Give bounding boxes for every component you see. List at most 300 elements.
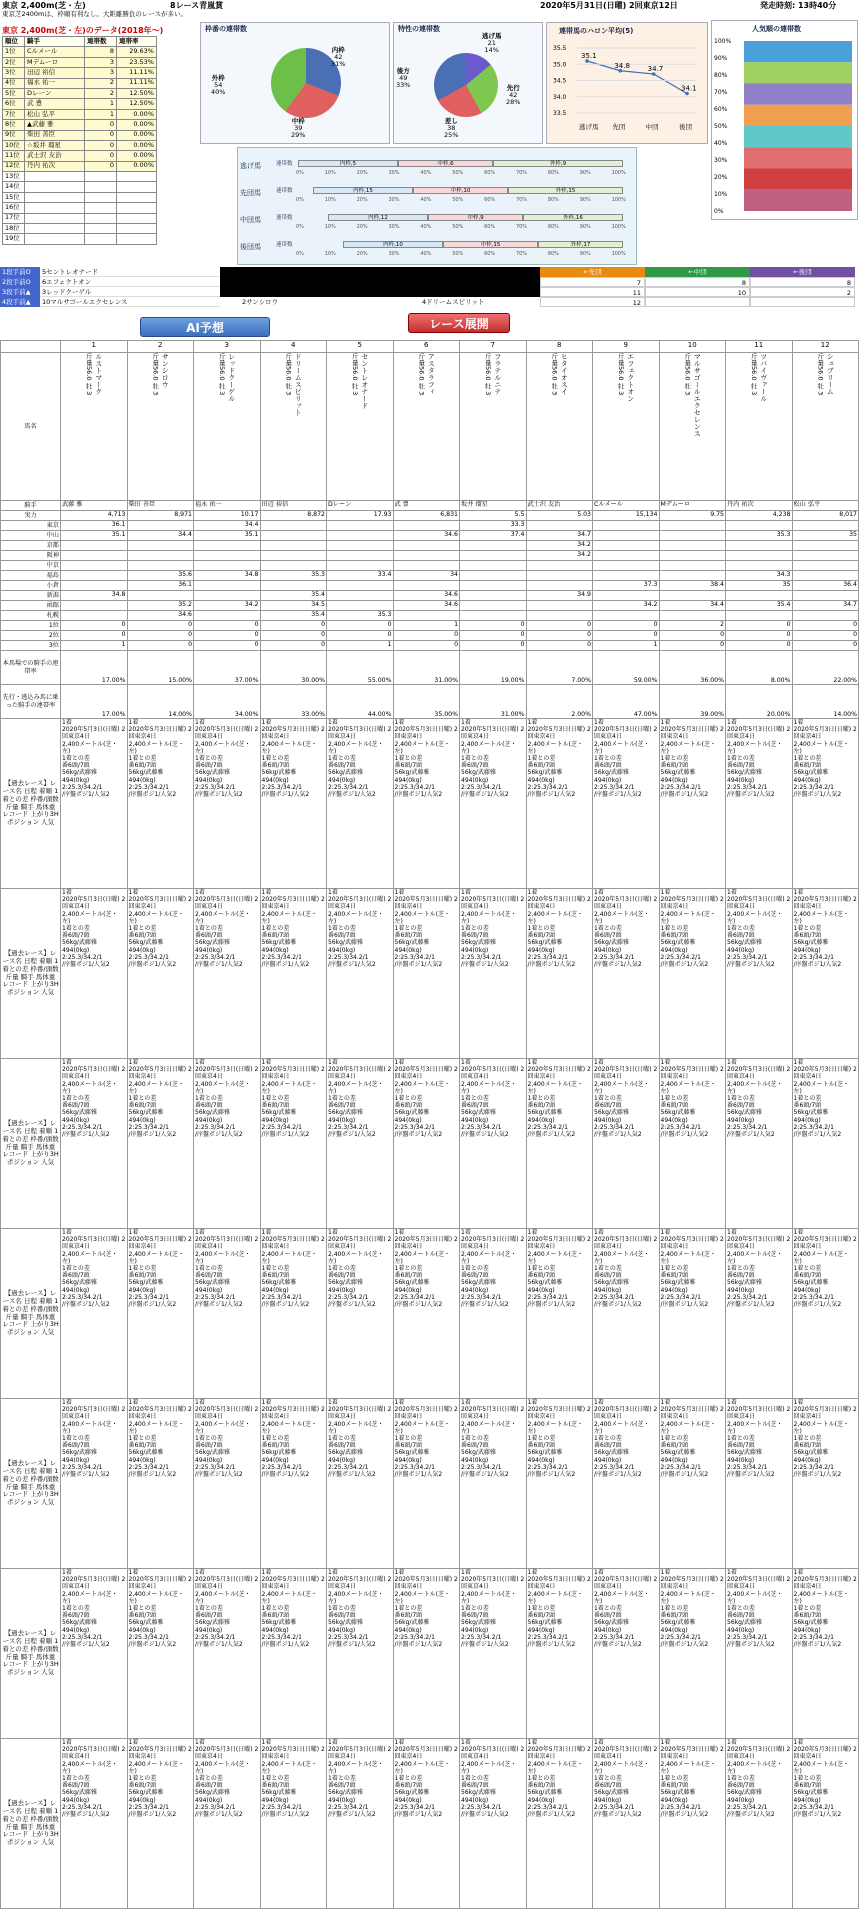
past-race-cell[interactable]: 1着 2020年5月3日(日曜) 2回東京4日 2,400メートル(芝・左) 1着との差 番6頭/7頭 56kg/武藤雅 494(0kg) 2:25.3/34.2/1 /序盤ポジ1/人気2	[194, 889, 261, 1059]
halon-cell: 34	[393, 571, 460, 581]
closing-rate: 31.00%	[460, 685, 527, 719]
jockey-header-cell: 順位	[3, 37, 25, 47]
past-race-cell[interactable]: 1着 2020年5月3日(日曜) 2回東京4日 2,400メートル(芝・左) 1着との差 番6頭/7頭 56kg/武藤雅 494(0kg) 2:25.3/34.2/1 /序盤ポジ1/人気2	[127, 1399, 194, 1569]
placing-cell: 0	[526, 621, 593, 631]
halon-cell	[327, 531, 394, 541]
past-race-cell[interactable]: 1着 2020年5月3日(日曜) 2回東京4日 2,400メートル(芝・左) 1着との差 番6頭/7頭 56kg/武藤雅 494(0kg) 2:25.3/34.2/1 /序盤ポジ1/人気2	[593, 1229, 660, 1399]
jockey-cell: 12.50%	[117, 99, 157, 109]
horse-number: 11	[726, 341, 793, 353]
closing-rate: 33.00%	[260, 685, 327, 719]
horse-name: エフェクトオン	[626, 353, 635, 402]
halon-cell: 34.4	[194, 521, 261, 531]
course-title: 東京 2,400m(芝・左)	[2, 1, 86, 10]
halon-cell	[792, 591, 859, 601]
jockey-cell: 23.53%	[117, 57, 157, 67]
bar-tick: 30%	[388, 170, 400, 176]
ai-prediction-button[interactable]: AI予想	[140, 317, 270, 337]
bar-tick: 100%	[611, 170, 626, 176]
past-race-cell[interactable]: 1着 2020年5月3日(日曜) 2回東京4日 2,400メートル(芝・左) 1着との差 番6頭/7頭 56kg/武藤雅 494(0kg) 2:25.3/34.2/1 /序盤ポジ1/人気2	[260, 1059, 327, 1229]
race-development-button[interactable]: レース展開	[408, 313, 510, 333]
bar-outer: 外枠,9	[493, 160, 623, 167]
past-race-label: 【過去レース】レース名 日程 着順 1着との差 枠番/頭数 斤量 騎手 馬体重 レコード 上がり3H ポジション 人気	[1, 1569, 61, 1739]
past-race-cell[interactable]: 1着 2020年5月3日(日曜) 2回東京4日 2,400メートル(芝・左) 1着との差 番6頭/7頭 56kg/武藤雅 494(0kg) 2:25.3/34.2/1 /序盤ポジ1/人気2	[327, 1739, 394, 1909]
past-race-cell[interactable]: 1着 2020年5月3日(日曜) 2回東京4日 2,400メートル(芝・左) 1着との差 番6頭/7頭 56kg/武藤雅 494(0kg) 2:25.3/34.2/1 /序盤ポジ1/人気2	[327, 1059, 394, 1229]
horse-number: 1	[61, 341, 128, 353]
past-race-cell[interactable]: 1着 2020年5月3日(日曜) 2回東京4日 2,400メートル(芝・左) 1着との差 番6頭/7頭 56kg/武藤雅 494(0kg) 2:25.3/34.2/1 /序盤ポジ1/人気2	[61, 1059, 128, 1229]
past-race-cell[interactable]: 1着 2020年5月3日(日曜) 2回東京4日 2,400メートル(芝・左) 1着との差 番6頭/7頭 56kg/武藤雅 494(0kg) 2:25.3/34.2/1 /序盤ポジ1/人気2	[659, 1739, 726, 1909]
closing-rate: 34.00%	[194, 685, 261, 719]
past-race-cell[interactable]: 1着 2020年5月3日(日曜) 2回東京4日 2,400メートル(芝・左) 1着との差 番6頭/7頭 56kg/武藤雅 494(0kg) 2:25.3/34.2/1 /序盤ポジ1/人気2	[194, 1739, 261, 1909]
position-grid-head: ←先団	[540, 267, 645, 277]
halon-cell	[726, 561, 793, 571]
placing-cell: 0	[726, 621, 793, 631]
horse-name-cell[interactable]	[327, 353, 394, 501]
past-race-cell[interactable]: 1着 2020年5月3日(日曜) 2回東京4日 2,400メートル(芝・左) 1着との差 番6頭/7頭 56kg/武藤雅 494(0kg) 2:25.3/34.2/1 /序盤ポジ1/人気2	[327, 1229, 394, 1399]
past-race-cell[interactable]: 1着 2020年5月3日(日曜) 2回東京4日 2,400メートル(芝・左) 1着との差 番6頭/7頭 56kg/武藤雅 494(0kg) 2:25.3/34.2/1 /序盤ポジ1/人気2	[127, 1229, 194, 1399]
jockey-row	[3, 120, 157, 130]
halon-cell	[327, 591, 394, 601]
past-race-cell[interactable]: 1着 2020年5月3日(日曜) 2回東京4日 2,400メートル(芝・左) 1着との差 番6頭/7頭 56kg/武藤雅 494(0kg) 2:25.3/34.2/1 /序盤ポジ1/人気2	[593, 1739, 660, 1909]
placing-cell: 1	[593, 641, 660, 651]
bar-tick: 100%	[611, 197, 626, 203]
jockey-cell	[85, 234, 117, 244]
past-race-cell[interactable]: 1着 2020年5月3日(日曜) 2回東京4日 2,400メートル(芝・左) 1着との差 番6頭/7頭 56kg/武藤雅 494(0kg) 2:25.3/34.2/1 /序盤ポジ1/人気2	[61, 719, 128, 889]
jockey-cell: 0.00%	[117, 140, 157, 150]
horse-name-wrap	[395, 353, 459, 493]
past-race-cell[interactable]: 1着 2020年5月3日(日曜) 2回東京4日 2,400メートル(芝・左) 1着との差 番6頭/7頭 56kg/武藤雅 494(0kg) 2:25.3/34.2/1 /序盤ポジ1/人気2	[260, 1399, 327, 1569]
position-blackout	[220, 267, 540, 297]
course-row	[1, 601, 859, 611]
past-race-cell[interactable]: 1着 2020年5月3日(日曜) 2回東京4日 2,400メートル(芝・左) 1着との差 番6頭/7頭 56kg/武藤雅 494(0kg) 2:25.3/34.2/1 /序盤ポジ1/人気2	[526, 1229, 593, 1399]
halon-cell: 35.3	[327, 611, 394, 621]
halon-cell: 35.4	[260, 611, 327, 621]
halon-cell: 33.4	[327, 571, 394, 581]
past-race-cell[interactable]: 1着 2020年5月3日(日曜) 2回東京4日 2,400メートル(芝・左) 1着との差 番6頭/7頭 56kg/武藤雅 494(0kg) 2:25.3/34.2/1 /序盤ポジ1/人気2	[526, 1399, 593, 1569]
past-race-cell[interactable]: 1着 2020年5月3日(日曜) 2回東京4日 2,400メートル(芝・左) 1着との差 番6頭/7頭 56kg/武藤雅 494(0kg) 2:25.3/34.2/1 /序盤ポジ1/人気2	[659, 1399, 726, 1569]
jockey-cell	[25, 224, 85, 234]
past-race-cell[interactable]: 1着 2020年5月3日(日曜) 2回東京4日 2,400メートル(芝・左) 1着との差 番6頭/7頭 56kg/武藤雅 494(0kg) 2:25.3/34.2/1 /序盤ポジ1/人気2	[726, 719, 793, 889]
halon-cell	[260, 531, 327, 541]
bar-tick: 0%	[296, 170, 304, 176]
horse-name-wrap	[727, 353, 791, 493]
past-race-cell[interactable]: 1着 2020年5月3日(日曜) 2回東京4日 2,400メートル(芝・左) 1着との差 番6頭/7頭 56kg/武藤雅 494(0kg) 2:25.3/34.2/1 /序盤ポジ1/人気2	[260, 719, 327, 889]
jockey-cell: ☆坂井 瑠星	[25, 140, 85, 150]
halon-category-label: 中団	[645, 123, 659, 131]
horse-number-row	[1, 341, 859, 353]
horse-name-wrap	[195, 353, 259, 493]
past-race-label: 【過去レース】レース名 日程 着順 1着との差 枠番/頭数 斤量 騎手 馬体重 レコード 上がり3H ポジション 人気	[1, 1739, 61, 1909]
horse-name-wrap	[794, 353, 858, 493]
course-label: 阪神	[1, 551, 61, 561]
halon-cell	[61, 571, 128, 581]
jockey-cell: 3位	[3, 68, 25, 78]
bar-row-label: 逃げ馬	[240, 162, 261, 170]
placing-cell: 0	[659, 641, 726, 651]
course-label: 小倉	[1, 581, 61, 591]
past-race-cell[interactable]: 1着 2020年5月3日(日曜) 2回東京4日 2,400メートル(芝・左) 1着との差 番6頭/7頭 56kg/武藤雅 494(0kg) 2:25.3/34.2/1 /序盤ポジ1/人気2	[327, 719, 394, 889]
horse-name: セントレオナード	[360, 353, 369, 409]
jockey-cell	[25, 182, 85, 192]
frame-pie-label-1: 内枠 42 31%	[331, 46, 346, 69]
jockey-cell: 9位	[3, 130, 25, 140]
position-grid-cell	[645, 297, 750, 307]
halon-cell	[194, 611, 261, 621]
past-race-row	[1, 889, 859, 1059]
jockey-row	[3, 78, 157, 88]
jockey-cell: ▲武藤 雅	[25, 120, 85, 130]
horse-name-cell[interactable]	[61, 353, 128, 501]
bar-outer: 外枠,15	[508, 187, 623, 194]
halon-cell	[526, 521, 593, 531]
position-extra-1: 2サンシロウ	[242, 298, 279, 306]
past-race-cell[interactable]: 1着 2020年5月3日(日曜) 2回東京4日 2,400メートル(芝・左) 1着との差 番6頭/7頭 56kg/武藤雅 494(0kg) 2:25.3/34.2/1 /序盤ポジ1/人気2	[593, 1399, 660, 1569]
past-race-cell[interactable]: 1着 2020年5月3日(日曜) 2回東京4日 2,400メートル(芝・左) 1着との差 番6頭/7頭 56kg/武藤雅 494(0kg) 2:25.3/34.2/1 /序盤ポジ1/人気2	[260, 889, 327, 1059]
placing-cell: 0	[659, 631, 726, 641]
bar-ticks	[296, 197, 626, 203]
halon-cell	[659, 521, 726, 531]
past-race-cell[interactable]: 1着 2020年5月3日(日曜) 2回東京4日 2,400メートル(芝・左) 1着との差 番6頭/7頭 56kg/武藤雅 494(0kg) 2:25.3/34.2/1 /序盤ポジ1/人気2	[61, 1229, 128, 1399]
past-race-cell[interactable]: 1着 2020年5月3日(日曜) 2回東京4日 2,400メートル(芝・左) 1着との差 番6頭/7頭 56kg/武藤雅 494(0kg) 2:25.3/34.2/1 /序盤ポジ1/人気2	[726, 1059, 793, 1229]
jockey-header-cell: 騎手	[25, 37, 85, 47]
past-race-cell[interactable]: 1着 2020年5月3日(日曜) 2回東京4日 2,400メートル(芝・左) 1着との差 番6頭/7頭 56kg/武藤雅 494(0kg) 2:25.3/34.2/1 /序盤ポジ1/人気2	[593, 719, 660, 889]
position-row-label: 3段手前▲	[0, 287, 40, 297]
jockey-cell	[25, 234, 85, 244]
horse-name-cell[interactable]	[460, 353, 527, 501]
past-race-cell[interactable]: 1着 2020年5月3日(日曜) 2回東京4日 2,400メートル(芝・左) 1着との差 番6頭/7頭 56kg/武藤雅 494(0kg) 2:25.3/34.2/1 /序盤ポジ1/人気2	[792, 719, 859, 889]
past-race-cell[interactable]: 1着 2020年5月3日(日曜) 2回東京4日 2,400メートル(芝・左) 1着との差 番6頭/7頭 56kg/武藤雅 494(0kg) 2:25.3/34.2/1 /序盤ポジ1/人気2	[593, 1569, 660, 1739]
past-race-cell[interactable]: 1着 2020年5月3日(日曜) 2回東京4日 2,400メートル(芝・左) 1着との差 番6頭/7頭 56kg/武藤雅 494(0kg) 2:25.3/34.2/1 /序盤ポジ1/人気2	[460, 1229, 527, 1399]
horse-name-cell[interactable]	[659, 353, 726, 501]
halon-cell	[593, 571, 660, 581]
past-race-cell[interactable]: 1着 2020年5月3日(日曜) 2回東京4日 2,400メートル(芝・左) 1着との差 番6頭/7頭 56kg/武藤雅 494(0kg) 2:25.3/34.2/1 /序盤ポジ1/人気2	[792, 1569, 859, 1739]
bar-tick: 20%	[356, 251, 368, 257]
closing-rate-label: 先行・逃込み馬に乗った騎手の連帯率	[1, 685, 61, 719]
popularity-segment	[744, 169, 852, 190]
past-race-cell[interactable]: 1着 2020年5月3日(日曜) 2回東京4日 2,400メートル(芝・左) 1着との差 番6頭/7頭 56kg/武藤雅 494(0kg) 2:25.3/34.2/1 /序盤ポジ1/人気2	[194, 1399, 261, 1569]
bar-tick: 70%	[515, 224, 528, 230]
bar-middle: 中枠,15	[443, 241, 538, 248]
jockey-cell: 0	[85, 151, 117, 161]
position-grid-cell: 8	[750, 277, 855, 287]
halon-cell: 34.2	[593, 601, 660, 611]
past-race-cell[interactable]: 1着 2020年5月3日(日曜) 2回東京4日 2,400メートル(芝・左) 1着との差 番6頭/7頭 56kg/武藤雅 494(0kg) 2:25.3/34.2/1 /序盤ポジ1/人気2	[460, 1569, 527, 1739]
jockey-row	[3, 192, 157, 202]
bar-tick: 70%	[515, 251, 528, 257]
popularity-segment	[744, 147, 852, 168]
placing-cell: 0	[726, 631, 793, 641]
halon-cell: 34.6	[393, 531, 460, 541]
jockey-cell: 柴田 善臣	[25, 130, 85, 140]
jockey-row	[3, 151, 157, 161]
halon-chart-panel	[546, 22, 708, 144]
bar-row-label: 後団馬	[240, 243, 261, 251]
past-race-cell[interactable]: 1着 2020年5月3日(日曜) 2回東京4日 2,400メートル(芝・左) 1着との差 番6頭/7頭 56kg/武藤雅 494(0kg) 2:25.3/34.2/1 /序盤ポジ1/人気2	[194, 719, 261, 889]
horse-jockey: Mデムーロ	[659, 501, 726, 511]
past-race-cell[interactable]: 1着 2020年5月3日(日曜) 2回東京4日 2,400メートル(芝・左) 1着との差 番6頭/7頭 56kg/武藤雅 494(0kg) 2:25.3/34.2/1 /序盤ポジ1/人気2	[127, 719, 194, 889]
jockey-cell	[85, 224, 117, 234]
halon-cell	[327, 561, 394, 571]
halon-tick: 33.5	[553, 110, 567, 117]
past-race-cell[interactable]: 1着 2020年5月3日(日曜) 2回東京4日 2,400メートル(芝・左) 1着との差 番6頭/7頭 56kg/武藤雅 494(0kg) 2:25.3/34.2/1 /序盤ポジ1/人気2	[61, 889, 128, 1059]
halon-cell: 34.7	[526, 531, 593, 541]
horse-name-cell[interactable]	[194, 353, 261, 501]
halon-cell: 34.6	[127, 611, 194, 621]
past-race-cell[interactable]: 1着 2020年5月3日(日曜) 2回東京4日 2,400メートル(芝・左) 1着との差 番6頭/7頭 56kg/武藤雅 494(0kg) 2:25.3/34.2/1 /序盤ポジ1/人気2	[61, 1739, 128, 1909]
jockey-cell: 8	[85, 47, 117, 57]
bar-tick: 40%	[420, 251, 432, 257]
past-race-cell[interactable]: 1着 2020年5月3日(日曜) 2回東京4日 2,400メートル(芝・左) 1着との差 番6頭/7頭 56kg/武藤雅 494(0kg) 2:25.3/34.2/1 /序盤ポジ1/人気2	[460, 1399, 527, 1569]
halon-cell: 35.3	[260, 571, 327, 581]
past-race-cell[interactable]: 1着 2020年5月3日(日曜) 2回東京4日 2,400メートル(芝・左) 1着との差 番6頭/7頭 56kg/武藤雅 494(0kg) 2:25.3/34.2/1 /序盤ポジ1/人気2	[127, 889, 194, 1059]
past-race-cell[interactable]: 1着 2020年5月3日(日曜) 2回東京4日 2,400メートル(芝・左) 1着との差 番6頭/7頭 56kg/武藤雅 494(0kg) 2:25.3/34.2/1 /序盤ポジ1/人気2	[792, 1739, 859, 1909]
jockey-cell: Dレーン	[25, 88, 85, 98]
jockey-cell: 0	[85, 130, 117, 140]
bar-tick: 40%	[420, 224, 432, 230]
jockey-cell	[85, 182, 117, 192]
halon-cell: 34.7	[792, 601, 859, 611]
bar-tick: 80%	[547, 197, 559, 203]
past-race-cell[interactable]: 1着 2020年5月3日(日曜) 2回東京4日 2,400メートル(芝・左) 1着との差 番6頭/7頭 56kg/武藤雅 494(0kg) 2:25.3/34.2/1 /序盤ポジ1/人気2	[327, 1399, 394, 1569]
frame-pie-label-2: 外枠 54 40%	[211, 74, 226, 97]
jockey-cell: 0.00%	[117, 109, 157, 119]
bar-tick: 20%	[356, 170, 368, 176]
jockey-cell	[117, 172, 157, 182]
jockey-cell	[85, 203, 117, 213]
past-race-cell[interactable]: 1着 2020年5月3日(日曜) 2回東京4日 2,400メートル(芝・左) 1着との差 番6頭/7頭 56kg/武藤雅 494(0kg) 2:25.3/34.2/1 /序盤ポジ1/人気2	[792, 1229, 859, 1399]
jockey-cell: 7位	[3, 109, 25, 119]
jockey-rate: 55.00%	[327, 651, 394, 685]
halon-cell	[61, 541, 128, 551]
past-race-cell[interactable]: 1着 2020年5月3日(日曜) 2回東京4日 2,400メートル(芝・左) 1着との差 番6頭/7頭 56kg/武藤雅 494(0kg) 2:25.3/34.2/1 /序盤ポジ1/人気2	[393, 1739, 460, 1909]
past-race-row	[1, 719, 859, 889]
bar-tick: 20%	[356, 197, 368, 203]
horse-jockey: 丹内 祐次	[726, 501, 793, 511]
past-race-cell[interactable]: 1着 2020年5月3日(日曜) 2回東京4日 2,400メートル(芝・左) 1着との差 番6頭/7頭 56kg/武藤雅 494(0kg) 2:25.3/34.2/1 /序盤ポジ1/人気2	[726, 1399, 793, 1569]
past-race-cell[interactable]: 1着 2020年5月3日(日曜) 2回東京4日 2,400メートル(芝・左) 1着との差 番6頭/7頭 56kg/武藤雅 494(0kg) 2:25.3/34.2/1 /序盤ポジ1/人気2	[61, 1399, 128, 1569]
past-race-cell[interactable]: 1着 2020年5月3日(日曜) 2回東京4日 2,400メートル(芝・左) 1着との差 番6頭/7頭 56kg/武藤雅 494(0kg) 2:25.3/34.2/1 /序盤ポジ1/人気2	[194, 1229, 261, 1399]
jockey-row	[3, 161, 157, 171]
bar-tick: 30%	[388, 251, 400, 257]
past-race-cell[interactable]: 1着 2020年5月3日(日曜) 2回東京4日 2,400メートル(芝・左) 1着との差 番6頭/7頭 56kg/武藤雅 494(0kg) 2:25.3/34.2/1 /序盤ポジ1/人気2	[327, 889, 394, 1059]
past-race-cell[interactable]: 1着 2020年5月3日(日曜) 2回東京4日 2,400メートル(芝・左) 1着との差 番6頭/7頭 56kg/武藤雅 494(0kg) 2:25.3/34.2/1 /序盤ポジ1/人気2	[127, 1059, 194, 1229]
horse-attr: 斤量56.0 牡 3	[616, 353, 625, 396]
course-label: 札幌	[1, 611, 61, 621]
placing-label: 1位	[1, 621, 61, 631]
halon-cell	[659, 541, 726, 551]
halon-cell: 37.4	[460, 531, 527, 541]
bar-tick: 20%	[356, 224, 368, 230]
halon-cell	[593, 551, 660, 561]
course-note: 東京芝2400mは、枠順有利なし。大距離勝負のレースが多い。	[2, 10, 188, 18]
horse-name-cell[interactable]	[127, 353, 194, 501]
past-race-row	[1, 1229, 859, 1399]
halon-cell	[792, 611, 859, 621]
past-race-cell[interactable]: 1着 2020年5月3日(日曜) 2回東京4日 2,400メートル(芝・左) 1着との差 番6頭/7頭 56kg/武藤雅 494(0kg) 2:25.3/34.2/1 /序盤ポジ1/人気2	[526, 719, 593, 889]
past-race-label: 【過去レース】レース名 日程 着順 1着との差 枠番/頭数 斤量 騎手 馬体重 レコード 上がり3H ポジション 人気	[1, 1059, 61, 1229]
past-race-cell[interactable]: 1着 2020年5月3日(日曜) 2回東京4日 2,400メートル(芝・左) 1着との差 番6頭/7頭 56kg/武藤雅 494(0kg) 2:25.3/34.2/1 /序盤ポジ1/人気2	[393, 1229, 460, 1399]
bar-tick: 10%	[324, 170, 336, 176]
halon-cell: 33.3	[460, 521, 527, 531]
past-race-cell[interactable]: 1着 2020年5月3日(日曜) 2回東京4日 2,400メートル(芝・左) 1着との差 番6頭/7頭 56kg/武藤雅 494(0kg) 2:25.3/34.2/1 /序盤ポジ1/人気2	[593, 1059, 660, 1229]
past-race-cell[interactable]: 1着 2020年5月3日(日曜) 2回東京4日 2,400メートル(芝・左) 1着との差 番6頭/7頭 56kg/武藤雅 494(0kg) 2:25.3/34.2/1 /序盤ポジ1/人気2	[460, 1739, 527, 1909]
past-race-cell[interactable]: 1着 2020年5月3日(日曜) 2回東京4日 2,400メートル(芝・左) 1着との差 番6頭/7頭 56kg/武藤雅 494(0kg) 2:25.3/34.2/1 /序盤ポジ1/人気2	[792, 1399, 859, 1569]
horse-name: ドリームスピリット	[294, 353, 303, 416]
horse-name-cell[interactable]	[393, 353, 460, 501]
power-label: 実力	[1, 511, 61, 521]
halon-cell	[393, 551, 460, 561]
horse-jockey: 武藤 雅	[61, 501, 128, 511]
bar-tick: 40%	[420, 197, 432, 203]
placing-cell: 0	[792, 621, 859, 631]
position-row-value: 10マルサゴールエクセレンス	[40, 297, 220, 307]
past-race-cell[interactable]: 1着 2020年5月3日(日曜) 2回東京4日 2,400メートル(芝・左) 1着との差 番6頭/7頭 56kg/武藤雅 494(0kg) 2:25.3/34.2/1 /序盤ポジ1/人気2	[260, 1569, 327, 1739]
past-race-cell[interactable]: 1着 2020年5月3日(日曜) 2回東京4日 2,400メートル(芝・左) 1着との差 番6頭/7頭 56kg/武藤雅 494(0kg) 2:25.3/34.2/1 /序盤ポジ1/人気2	[659, 1229, 726, 1399]
bar-tick: 90%	[579, 251, 591, 257]
past-race-cell[interactable]: 1着 2020年5月3日(日曜) 2回東京4日 2,400メートル(芝・左) 1着との差 番6頭/7頭 56kg/武藤雅 494(0kg) 2:25.3/34.2/1 /序盤ポジ1/人気2	[127, 1739, 194, 1909]
style-pie-title: 特性の連帯数	[398, 25, 440, 33]
popularity-tick: 90%	[714, 55, 728, 62]
jockey-row	[3, 99, 157, 109]
popularity-segment	[744, 84, 852, 105]
past-race-cell[interactable]: 1着 2020年5月3日(日曜) 2回東京4日 2,400メートル(芝・左) 1着との差 番6頭/7頭 56kg/武藤雅 494(0kg) 2:25.3/34.2/1 /序盤ポジ1/人気2	[726, 889, 793, 1059]
course-row	[1, 581, 859, 591]
jockey-cell	[117, 234, 157, 244]
halon-cell	[460, 581, 527, 591]
jockey-cell: 2	[85, 78, 117, 88]
past-race-cell[interactable]: 1着 2020年5月3日(日曜) 2回東京4日 2,400メートル(芝・左) 1着との差 番6頭/7頭 56kg/武藤雅 494(0kg) 2:25.3/34.2/1 /序盤ポジ1/人気2	[260, 1739, 327, 1909]
placing-cell: 0	[526, 641, 593, 651]
jockey-rate: 15.00%	[127, 651, 194, 685]
bar-outer: 外枠,16	[523, 214, 623, 221]
past-race-cell[interactable]: 1着 2020年5月3日(日曜) 2回東京4日 2,400メートル(芝・左) 1着との差 番6頭/7頭 56kg/武藤雅 494(0kg) 2:25.3/34.2/1 /序盤ポジ1/人気2	[659, 719, 726, 889]
past-race-cell[interactable]: 1着 2020年5月3日(日曜) 2回東京4日 2,400メートル(芝・左) 1着との差 番6頭/7頭 56kg/武藤雅 494(0kg) 2:25.3/34.2/1 /序盤ポジ1/人気2	[460, 889, 527, 1059]
past-race-cell[interactable]: 1着 2020年5月3日(日曜) 2回東京4日 2,400メートル(芝・左) 1着との差 番6頭/7頭 56kg/武藤雅 494(0kg) 2:25.3/34.2/1 /序盤ポジ1/人気2	[726, 1229, 793, 1399]
halon-cell	[194, 551, 261, 561]
halon-cell	[127, 591, 194, 601]
position-row-label: 4段手前▲	[0, 297, 40, 307]
placing-cell: 0	[260, 641, 327, 651]
jockey-cell: 0.00%	[117, 151, 157, 161]
past-race-cell[interactable]: 1着 2020年5月3日(日曜) 2回東京4日 2,400メートル(芝・左) 1着との差 番6頭/7頭 56kg/武藤雅 494(0kg) 2:25.3/34.2/1 /序盤ポジ1/人気2	[526, 1739, 593, 1909]
past-race-cell[interactable]: 1着 2020年5月3日(日曜) 2回東京4日 2,400メートル(芝・左) 1着との差 番6頭/7頭 56kg/武藤雅 494(0kg) 2:25.3/34.2/1 /序盤ポジ1/人気2	[393, 1399, 460, 1569]
jockey-cell: 2位	[3, 57, 25, 67]
past-race-cell[interactable]: 1着 2020年5月3日(日曜) 2回東京4日 2,400メートル(芝・左) 1着との差 番6頭/7頭 56kg/武藤雅 494(0kg) 2:25.3/34.2/1 /序盤ポジ1/人気2	[659, 1059, 726, 1229]
jockey-cell: 1	[85, 109, 117, 119]
past-race-cell[interactable]: 1着 2020年5月3日(日曜) 2回東京4日 2,400メートル(芝・左) 1着との差 番6頭/7頭 56kg/武藤雅 494(0kg) 2:25.3/34.2/1 /序盤ポジ1/人気2	[792, 1059, 859, 1229]
past-race-cell[interactable]: 1着 2020年5月3日(日曜) 2回東京4日 2,400メートル(芝・左) 1着との差 番6頭/7頭 56kg/武藤雅 494(0kg) 2:25.3/34.2/1 /序盤ポジ1/人気2	[526, 1569, 593, 1739]
course-row	[1, 591, 859, 601]
course-label: 函館	[1, 601, 61, 611]
placing-cell: 1	[61, 641, 128, 651]
past-race-cell[interactable]: 1着 2020年5月3日(日曜) 2回東京4日 2,400メートル(芝・左) 1着との差 番6頭/7頭 56kg/武藤雅 494(0kg) 2:25.3/34.2/1 /序盤ポジ1/人気2	[194, 1569, 261, 1739]
closing-rate: 2.00%	[526, 685, 593, 719]
past-race-cell[interactable]: 1着 2020年5月3日(日曜) 2回東京4日 2,400メートル(芝・左) 1着との差 番6頭/7頭 56kg/武藤雅 494(0kg) 2:25.3/34.2/1 /序盤ポジ1/人気2	[726, 1739, 793, 1909]
jockey-rate: 31.00%	[393, 651, 460, 685]
bar-inner: 内枠,10	[343, 241, 443, 248]
past-race-cell[interactable]: 1着 2020年5月3日(日曜) 2回東京4日 2,400メートル(芝・左) 1着との差 番6頭/7頭 56kg/武藤雅 494(0kg) 2:25.3/34.2/1 /序盤ポジ1/人気2	[593, 889, 660, 1059]
jockey-cell	[117, 213, 157, 223]
past-race-cell[interactable]: 1着 2020年5月3日(日曜) 2回東京4日 2,400メートル(芝・左) 1着との差 番6頭/7頭 56kg/武藤雅 494(0kg) 2:25.3/34.2/1 /序盤ポジ1/人気2	[260, 1229, 327, 1399]
placing-cell: 0	[127, 641, 194, 651]
jockey-cell: 福永 祐一	[25, 78, 85, 88]
jockey-rate: 7.00%	[526, 651, 593, 685]
horse-name-cell[interactable]	[726, 353, 793, 501]
past-race-cell[interactable]: 1着 2020年5月3日(日曜) 2回東京4日 2,400メートル(芝・左) 1着との差 番6頭/7頭 56kg/武藤雅 494(0kg) 2:25.3/34.2/1 /序盤ポジ1/人気2	[327, 1569, 394, 1739]
past-race-cell[interactable]: 1着 2020年5月3日(日曜) 2回東京4日 2,400メートル(芝・左) 1着との差 番6頭/7頭 56kg/武藤雅 494(0kg) 2:25.3/34.2/1 /序盤ポジ1/人気2	[726, 1569, 793, 1739]
halon-cell	[61, 551, 128, 561]
jockey-rate: 22.00%	[792, 651, 859, 685]
horse-power: 17.93	[327, 511, 394, 521]
horse-attr: 斤量56.0 牡 3	[284, 353, 293, 396]
placing-cell: 0	[260, 621, 327, 631]
bar-inner: 内枠,15	[313, 187, 413, 194]
past-race-cell[interactable]: 1着 2020年5月3日(日曜) 2回東京4日 2,400メートル(芝・左) 1着との差 番6頭/7頭 56kg/武藤雅 494(0kg) 2:25.3/34.2/1 /序盤ポジ1/人気2	[127, 1569, 194, 1739]
style-pie-label-1: 逃げ馬 21 14%	[482, 32, 502, 55]
horse-name-cell[interactable]	[260, 353, 327, 501]
jockey-cell: 5位	[3, 88, 25, 98]
horse-name-cell[interactable]	[526, 353, 593, 501]
past-race-cell[interactable]: 1着 2020年5月3日(日曜) 2回東京4日 2,400メートル(芝・左) 1着との差 番6頭/7頭 56kg/武藤雅 494(0kg) 2:25.3/34.2/1 /序盤ポジ1/人気2	[393, 1569, 460, 1739]
popularity-segment	[744, 41, 852, 62]
horse-name: ルストマーク	[94, 353, 103, 395]
halon-cell	[327, 551, 394, 561]
past-race-cell[interactable]: 1着 2020年5月3日(日曜) 2回東京4日 2,400メートル(芝・左) 1着との差 番6頭/7頭 56kg/武藤雅 494(0kg) 2:25.3/34.2/1 /序盤ポジ1/人気2	[659, 1569, 726, 1739]
bar-outer: 外枠,17	[538, 241, 623, 248]
horse-power: 8,971	[127, 511, 194, 521]
past-race-cell[interactable]: 1着 2020年5月3日(日曜) 2回東京4日 2,400メートル(芝・左) 1着との差 番6頭/7頭 56kg/武藤雅 494(0kg) 2:25.3/34.2/1 /序盤ポジ1/人気2	[526, 889, 593, 1059]
position-row-label: 1段手前O	[0, 267, 40, 277]
past-race-cell[interactable]: 1着 2020年5月3日(日曜) 2回東京4日 2,400メートル(芝・左) 1着との差 番6頭/7頭 56kg/武藤雅 494(0kg) 2:25.3/34.2/1 /序盤ポジ1/人気2	[393, 1059, 460, 1229]
halon-tick: 34.5	[553, 77, 567, 85]
past-race-cell[interactable]: 1着 2020年5月3日(日曜) 2回東京4日 2,400メートル(芝・左) 1着との差 番6頭/7頭 56kg/武藤雅 494(0kg) 2:25.3/34.2/1 /序盤ポジ1/人気2	[393, 889, 460, 1059]
bar-tick: 0%	[296, 197, 304, 203]
placing-cell: 2	[659, 621, 726, 631]
horse-jockey: 坂井 瑠星	[460, 501, 527, 511]
past-race-label: 【過去レース】レース名 日程 着順 1着との差 枠番/頭数 斤量 騎手 馬体重 レコード 上がり3H ポジション 人気	[1, 719, 61, 889]
jockey-rate: 17.00%	[61, 651, 128, 685]
halon-cell	[792, 521, 859, 531]
horse-name-cell[interactable]	[792, 353, 859, 501]
halon-cell: 35.1	[61, 531, 128, 541]
horse-name-cell[interactable]	[593, 353, 660, 501]
jockey-cell: 丹内 祐次	[25, 161, 85, 171]
past-race-cell[interactable]: 1着 2020年5月3日(日曜) 2回東京4日 2,400メートル(芝・左) 1着との差 番6頭/7頭 56kg/武藤雅 494(0kg) 2:25.3/34.2/1 /序盤ポジ1/人気2	[460, 719, 527, 889]
horse-attr: 斤量56.0 牡 3	[151, 353, 160, 396]
past-race-cell[interactable]: 1着 2020年5月3日(日曜) 2回東京4日 2,400メートル(芝・左) 1着との差 番6頭/7頭 56kg/武藤雅 494(0kg) 2:25.3/34.2/1 /序盤ポジ1/人気2	[194, 1059, 261, 1229]
horse-number: 8	[526, 341, 593, 353]
halon-cell: 35.4	[726, 601, 793, 611]
halon-cell	[593, 541, 660, 551]
past-race-cell[interactable]: 1着 2020年5月3日(日曜) 2回東京4日 2,400メートル(芝・左) 1着との差 番6頭/7頭 56kg/武藤雅 494(0kg) 2:25.3/34.2/1 /序盤ポジ1/人気2	[659, 889, 726, 1059]
halon-cell	[260, 521, 327, 531]
bar-row-sub: 連帯数	[276, 161, 293, 167]
past-race-cell[interactable]: 1着 2020年5月3日(日曜) 2回東京4日 2,400メートル(芝・左) 1着との差 番6頭/7頭 56kg/武藤雅 494(0kg) 2:25.3/34.2/1 /序盤ポジ1/人気2	[61, 1569, 128, 1739]
jockey-cell: 14位	[3, 182, 25, 192]
bar-middle: 中枠,6	[398, 160, 493, 167]
bar-row-sub: 連帯数	[276, 215, 293, 221]
past-race-cell[interactable]: 1着 2020年5月3日(日曜) 2回東京4日 2,400メートル(芝・左) 1着との差 番6頭/7頭 56kg/武藤雅 494(0kg) 2:25.3/34.2/1 /序盤ポジ1/人気2	[792, 889, 859, 1059]
popularity-tick: 30%	[714, 157, 728, 164]
past-race-cell[interactable]: 1着 2020年5月3日(日曜) 2回東京4日 2,400メートル(芝・左) 1着との差 番6頭/7頭 56kg/武藤雅 494(0kg) 2:25.3/34.2/1 /序盤ポジ1/人気2	[460, 1059, 527, 1229]
past-race-cell[interactable]: 1着 2020年5月3日(日曜) 2回東京4日 2,400メートル(芝・左) 1着との差 番6頭/7頭 56kg/武藤雅 494(0kg) 2:25.3/34.2/1 /序盤ポジ1/人気2	[393, 719, 460, 889]
frame-pie-title: 枠番の連帯数	[205, 25, 247, 33]
position-frame-bars	[237, 147, 637, 265]
past-race-cell[interactable]: 1着 2020年5月3日(日曜) 2回東京4日 2,400メートル(芝・左) 1着との差 番6頭/7頭 56kg/武藤雅 494(0kg) 2:25.3/34.2/1 /序盤ポジ1/人気2	[526, 1059, 593, 1229]
bar-tick: 80%	[547, 251, 559, 257]
bar-tick: 80%	[547, 170, 559, 176]
course-row	[1, 521, 859, 531]
course-label: 中山	[1, 531, 61, 541]
